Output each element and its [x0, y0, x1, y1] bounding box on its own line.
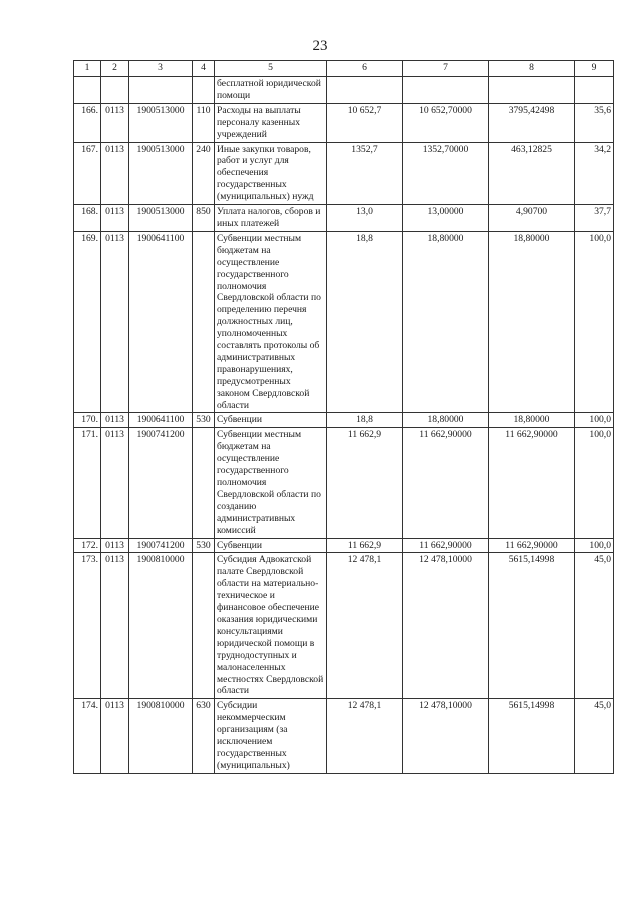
row-number-cell: 174. [74, 699, 101, 773]
execution-percent-cell: 100,0 [575, 428, 614, 538]
expense-type-cell [193, 428, 215, 538]
execution-percent-cell: 100,0 [575, 231, 614, 413]
table-row [74, 205, 614, 232]
row-number-cell: 169. [74, 231, 101, 413]
section-code-cell: 0113 [101, 553, 129, 699]
target-article-cell: 1900513000 [129, 142, 193, 205]
table-row [74, 553, 614, 699]
table-row [74, 413, 614, 428]
executed-amount-cell: 11 662,90000 [489, 428, 575, 538]
target-article-cell: 1900741200 [129, 538, 193, 553]
executed-amount-cell: 18,80000 [489, 413, 575, 428]
execution-percent-cell [575, 77, 614, 104]
expense-type-cell: 850 [193, 205, 215, 232]
execution-percent-cell: 100,0 [575, 538, 614, 553]
budget-table [73, 60, 614, 774]
page-number: 23 [312, 38, 328, 54]
approved-amount-cell [327, 77, 403, 104]
execution-percent-cell: 35,6 [575, 103, 614, 142]
section-code-cell: 0113 [101, 142, 129, 205]
target-article-cell: 1900641100 [129, 413, 193, 428]
item-name-cell: Субвенции [215, 538, 327, 553]
item-name-cell: Расходы на выплаты персоналу казенных учреждений [215, 103, 327, 142]
target-article-cell: 1900513000 [129, 205, 193, 232]
executed-amount-cell: 5615,14998 [489, 699, 575, 773]
executed-amount-cell [489, 77, 575, 104]
table-row [74, 103, 614, 142]
column-number-header: 4 [193, 61, 215, 77]
target-article-cell [129, 77, 193, 104]
approved-amount-cell: 18,8 [327, 413, 403, 428]
section-code-cell: 0113 [101, 699, 129, 773]
planned-amount-cell [403, 77, 489, 104]
row-number-cell: 171. [74, 428, 101, 538]
planned-amount-cell: 1352,70000 [403, 142, 489, 205]
row-number-cell: 168. [74, 205, 101, 232]
item-name-cell: Субвенции местным бюджетам на осуществление государственного полномочия Свердловской области по определению перечня должностных лиц, уполномоченных составлять протоколы об административных правонарушениях, предусмотренных законом Свердловской области [215, 231, 327, 413]
expense-type-cell [193, 553, 215, 699]
section-code-cell: 0113 [101, 103, 129, 142]
expense-type-cell: 240 [193, 142, 215, 205]
execution-percent-cell: 34,2 [575, 142, 614, 205]
expense-type-cell: 110 [193, 103, 215, 142]
approved-amount-cell: 18,8 [327, 231, 403, 413]
executed-amount-cell: 11 662,90000 [489, 538, 575, 553]
section-code-cell: 0113 [101, 538, 129, 553]
target-article-cell: 1900810000 [129, 699, 193, 773]
column-number-header: 1 [74, 61, 101, 77]
row-number-cell: 173. [74, 553, 101, 699]
planned-amount-cell: 12 478,10000 [403, 699, 489, 773]
executed-amount-cell: 18,80000 [489, 231, 575, 413]
item-name-cell: Субсидии некоммерческим организациям (за исключением государственных (муниципальных) [215, 699, 327, 773]
execution-percent-cell: 100,0 [575, 413, 614, 428]
executed-amount-cell: 5615,14998 [489, 553, 575, 699]
section-code-cell: 0113 [101, 413, 129, 428]
planned-amount-cell: 12 478,10000 [403, 553, 489, 699]
column-number-header: 5 [215, 61, 327, 77]
approved-amount-cell: 10 652,7 [327, 103, 403, 142]
target-article-cell: 1900641100 [129, 231, 193, 413]
approved-amount-cell: 12 478,1 [327, 699, 403, 773]
column-number-header: 2 [101, 61, 129, 77]
item-name-cell: Субвенции [215, 413, 327, 428]
planned-amount-cell: 18,80000 [403, 231, 489, 413]
planned-amount-cell: 10 652,70000 [403, 103, 489, 142]
target-article-cell: 1900810000 [129, 553, 193, 699]
item-name-cell: Субсидия Адвокатской палате Свердловской области на материально-техническое и финансовое обеспечение оказания юридическими консультациями юридической помощи в труднодоступных и малонаселенных местностях Свердловской области [215, 553, 327, 699]
planned-amount-cell: 11 662,90000 [403, 538, 489, 553]
column-number-header: 3 [129, 61, 193, 77]
section-code-cell: 0113 [101, 205, 129, 232]
approved-amount-cell: 11 662,9 [327, 428, 403, 538]
expense-type-cell: 530 [193, 538, 215, 553]
row-number-cell: 170. [74, 413, 101, 428]
expense-type-cell [193, 231, 215, 413]
table-row [74, 142, 614, 205]
item-name-cell: Субвенции местным бюджетам на осуществление государственного полномочия Свердловской области по созданию административных комиссий [215, 428, 327, 538]
column-number-header: 9 [575, 61, 614, 77]
row-number-cell: 172. [74, 538, 101, 553]
target-article-cell: 1900513000 [129, 103, 193, 142]
execution-percent-cell: 37,7 [575, 205, 614, 232]
approved-amount-cell: 13,0 [327, 205, 403, 232]
planned-amount-cell: 13,00000 [403, 205, 489, 232]
execution-percent-cell: 45,0 [575, 553, 614, 699]
section-code-cell: 0113 [101, 428, 129, 538]
approved-amount-cell: 1352,7 [327, 142, 403, 205]
table-row [74, 77, 614, 104]
row-number-cell: 166. [74, 103, 101, 142]
expense-type-cell [193, 77, 215, 104]
target-article-cell: 1900741200 [129, 428, 193, 538]
executed-amount-cell: 4,90700 [489, 205, 575, 232]
table-row [74, 699, 614, 773]
section-code-cell: 0113 [101, 231, 129, 413]
row-number-cell: 167. [74, 142, 101, 205]
executed-amount-cell: 3795,42498 [489, 103, 575, 142]
expense-type-cell: 630 [193, 699, 215, 773]
executed-amount-cell: 463,12825 [489, 142, 575, 205]
column-number-header: 6 [327, 61, 403, 77]
approved-amount-cell: 11 662,9 [327, 538, 403, 553]
planned-amount-cell: 18,80000 [403, 413, 489, 428]
section-code-cell [101, 77, 129, 104]
header-row [74, 61, 614, 77]
approved-amount-cell: 12 478,1 [327, 553, 403, 699]
item-name-cell: Иные закупки товаров, работ и услуг для обеспечения государственных (муниципальных) нужд [215, 142, 327, 205]
row-number-cell [74, 77, 101, 104]
table-row [74, 538, 614, 553]
column-number-header: 8 [489, 61, 575, 77]
column-number-header: 7 [403, 61, 489, 77]
execution-percent-cell: 45,0 [575, 699, 614, 773]
table-row [74, 428, 614, 538]
expense-type-cell: 530 [193, 413, 215, 428]
item-name-cell: бесплатной юридической помощи [215, 77, 327, 104]
planned-amount-cell: 11 662,90000 [403, 428, 489, 538]
item-name-cell: Уплата налогов, сборов и иных платежей [215, 205, 327, 232]
table-row [74, 231, 614, 413]
